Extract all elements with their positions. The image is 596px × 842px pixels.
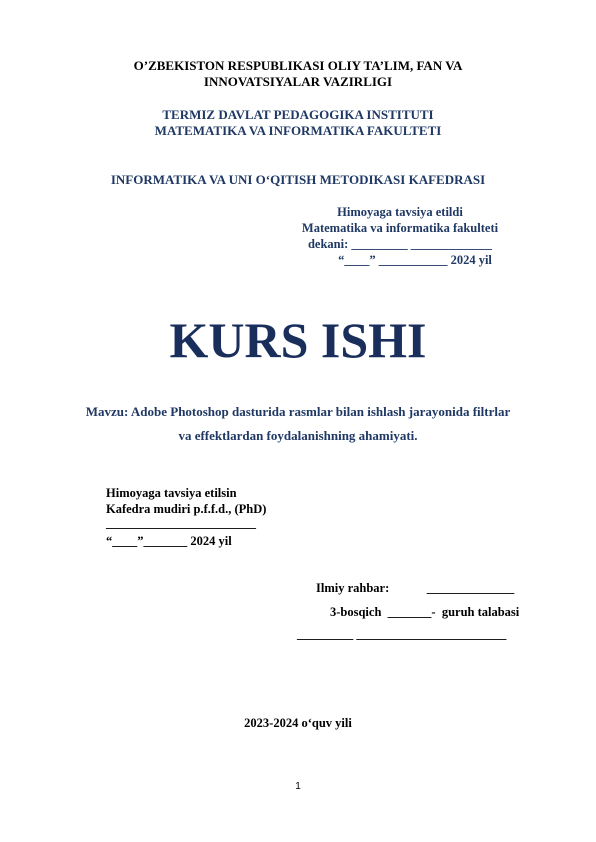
topic-line-1: Mavzu: Adobe Photoshop dasturida rasmlar bilan ishlash jarayonida filtrlar bbox=[85, 404, 511, 419]
approval-left-line-2: Kafedra mudiri p.f.f.d., (PhD) bbox=[106, 502, 267, 516]
ministry-line-1: O’ZBEKISTON RESPUBLIKASI OLIY TA’LIM, FAN VA bbox=[133, 58, 463, 73]
academic-year: 2023-2024 o‘quv yili bbox=[244, 716, 352, 730]
student-name-line: _________ ________________________ bbox=[297, 627, 507, 641]
approval-left-line-1: Himoyaga tavsiya etilsin bbox=[106, 486, 237, 500]
document-title: KURS ISHI bbox=[169, 312, 427, 368]
ministry-line-2: INNOVATSIYALAR VAZIRLIGI bbox=[203, 74, 393, 89]
supervisor-line: Ilmiy rahbar: ______________ bbox=[316, 581, 515, 595]
approval-left-line-3: ________________________ bbox=[106, 516, 256, 530]
approval-top-line-3: dekani: _________ _____________ bbox=[307, 237, 493, 251]
institute-line-1: TERMIZ DAVLAT PEDAGOGIKA INSTITUTI bbox=[162, 107, 434, 122]
approval-top-line-4: “____” ___________ 2024 yil bbox=[338, 253, 492, 267]
department-name: INFORMATIKA VA UNI O‘QITISH METODIKASI KAFEDRASI bbox=[110, 172, 486, 187]
approval-top-line-2: Matematika va informatika fakulteti bbox=[301, 221, 499, 235]
approval-left-line-4: “____”_______ 2024 yil bbox=[106, 534, 232, 548]
institute-line-2: MATEMATIKA VA INFORMATIKA FAKULTETI bbox=[154, 123, 442, 138]
student-group-line: 3-bosqich _______- guruh talabasi bbox=[330, 605, 520, 619]
topic-line-2: va effektlardan foydalanishning ahamiyati. bbox=[178, 428, 418, 443]
approval-top-line-1: Himoyaga tavsiya etildi bbox=[337, 205, 463, 219]
page-number: 1 bbox=[295, 781, 301, 792]
